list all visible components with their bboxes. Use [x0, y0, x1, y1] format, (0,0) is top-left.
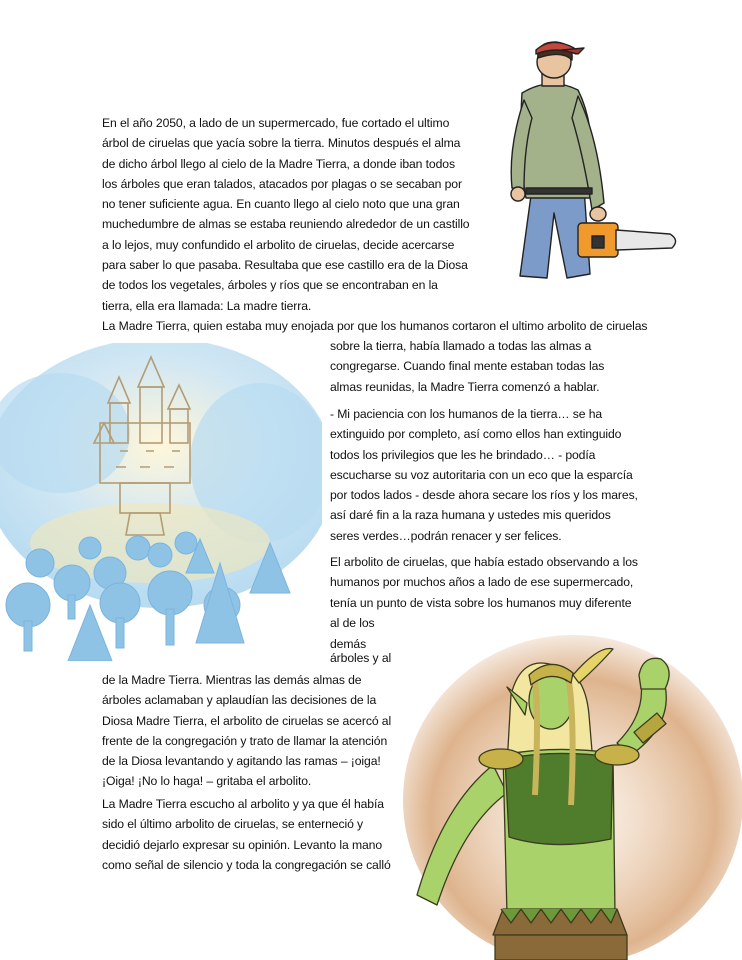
paragraph-arbolito-word-2: árboles y al — [330, 651, 392, 665]
mother-earth-goddess-illustration — [403, 625, 742, 960]
paragraph-madre-tierra: sobre la tierra, había llamado a todas las almas a congregarse. Cuando final mente estaban todas las almas reunidas, la Madre Tierra comenzó a hablar. — [330, 339, 605, 394]
paragraph-arbolito: El arbolito de ciruelas, que había estado observando a los humanos por muchos años a lado de ese supermercado, tenía un punto de vista sobre los humanos muy diferente al de los — [330, 555, 638, 630]
castle-in-clouds-illustration — [0, 343, 322, 661]
paragraph-intro: En el año 2050, a lado de un supermercado, fue cortado el ultimo árbol de ciruelas que yacía sobre la tierra. Minutos después el alma de dicho árbol llego al cielo de la Madre Tierra, a donde iban todos los árboles que eran talados, atacados por plagas o se secaban por no tener suficiente agua. En cuanto llego al cielo noto que una gran muchedumbre de almas se estaba reuniendo alrededor de un castillo a lo lejos, muy confundido el arbolito de ciruelas, decide acercarse para saber lo que pasaba. Resultaba que ese castillo era de la Diosa de todos los vegetales, árboles y ríos que se encontraban en la tierra, ella era llamada: La madre tierra. — [102, 116, 470, 313]
man-with-chainsaw-illustration — [492, 38, 682, 283]
paragraph-speech: - Mi paciencia con los humanos de la tierra… se ha extinguido por completo, así como ellos han extinguido todos los privilegios que les he brindado… - podía escucharse su voz autoritaria con un eco que la esparcía por todos lados - desde ahora secare los ríos y los mares, así daré fin a la raza humana y ustedes mis queridos seres verdes…podrán renacer y ser felices. — [330, 407, 638, 543]
paragraph-arbolito-continued: de la Madre Tierra. Mientras las demás almas de árboles aclamaban y aplaudían las decisiones de la Diosa Madre Tierra, el arbolito de ciruelas se acercó al frente de la congregación y trato de llamar la atención de la Diosa levantando y agitando las ramas – ¡oiga! ¡Oiga! ¡No lo haga! – gritaba el arbolito. — [102, 673, 392, 789]
paragraph-arbolito-word-1: demás — [330, 637, 367, 651]
paragraph-madre-tierra-line: La Madre Tierra, quien estaba muy enojada por que los humanos cortaron el ultimo arbolito de ciruelas — [102, 319, 648, 333]
paragraph-silencio: La Madre Tierra escucho al arbolito y ya que él había sido el último arbolito de ciruelas, se enterneció y decidió dejarlo expresar su opinión. Levanto la mano como señal de silencio y toda la congregación se calló — [102, 797, 391, 872]
